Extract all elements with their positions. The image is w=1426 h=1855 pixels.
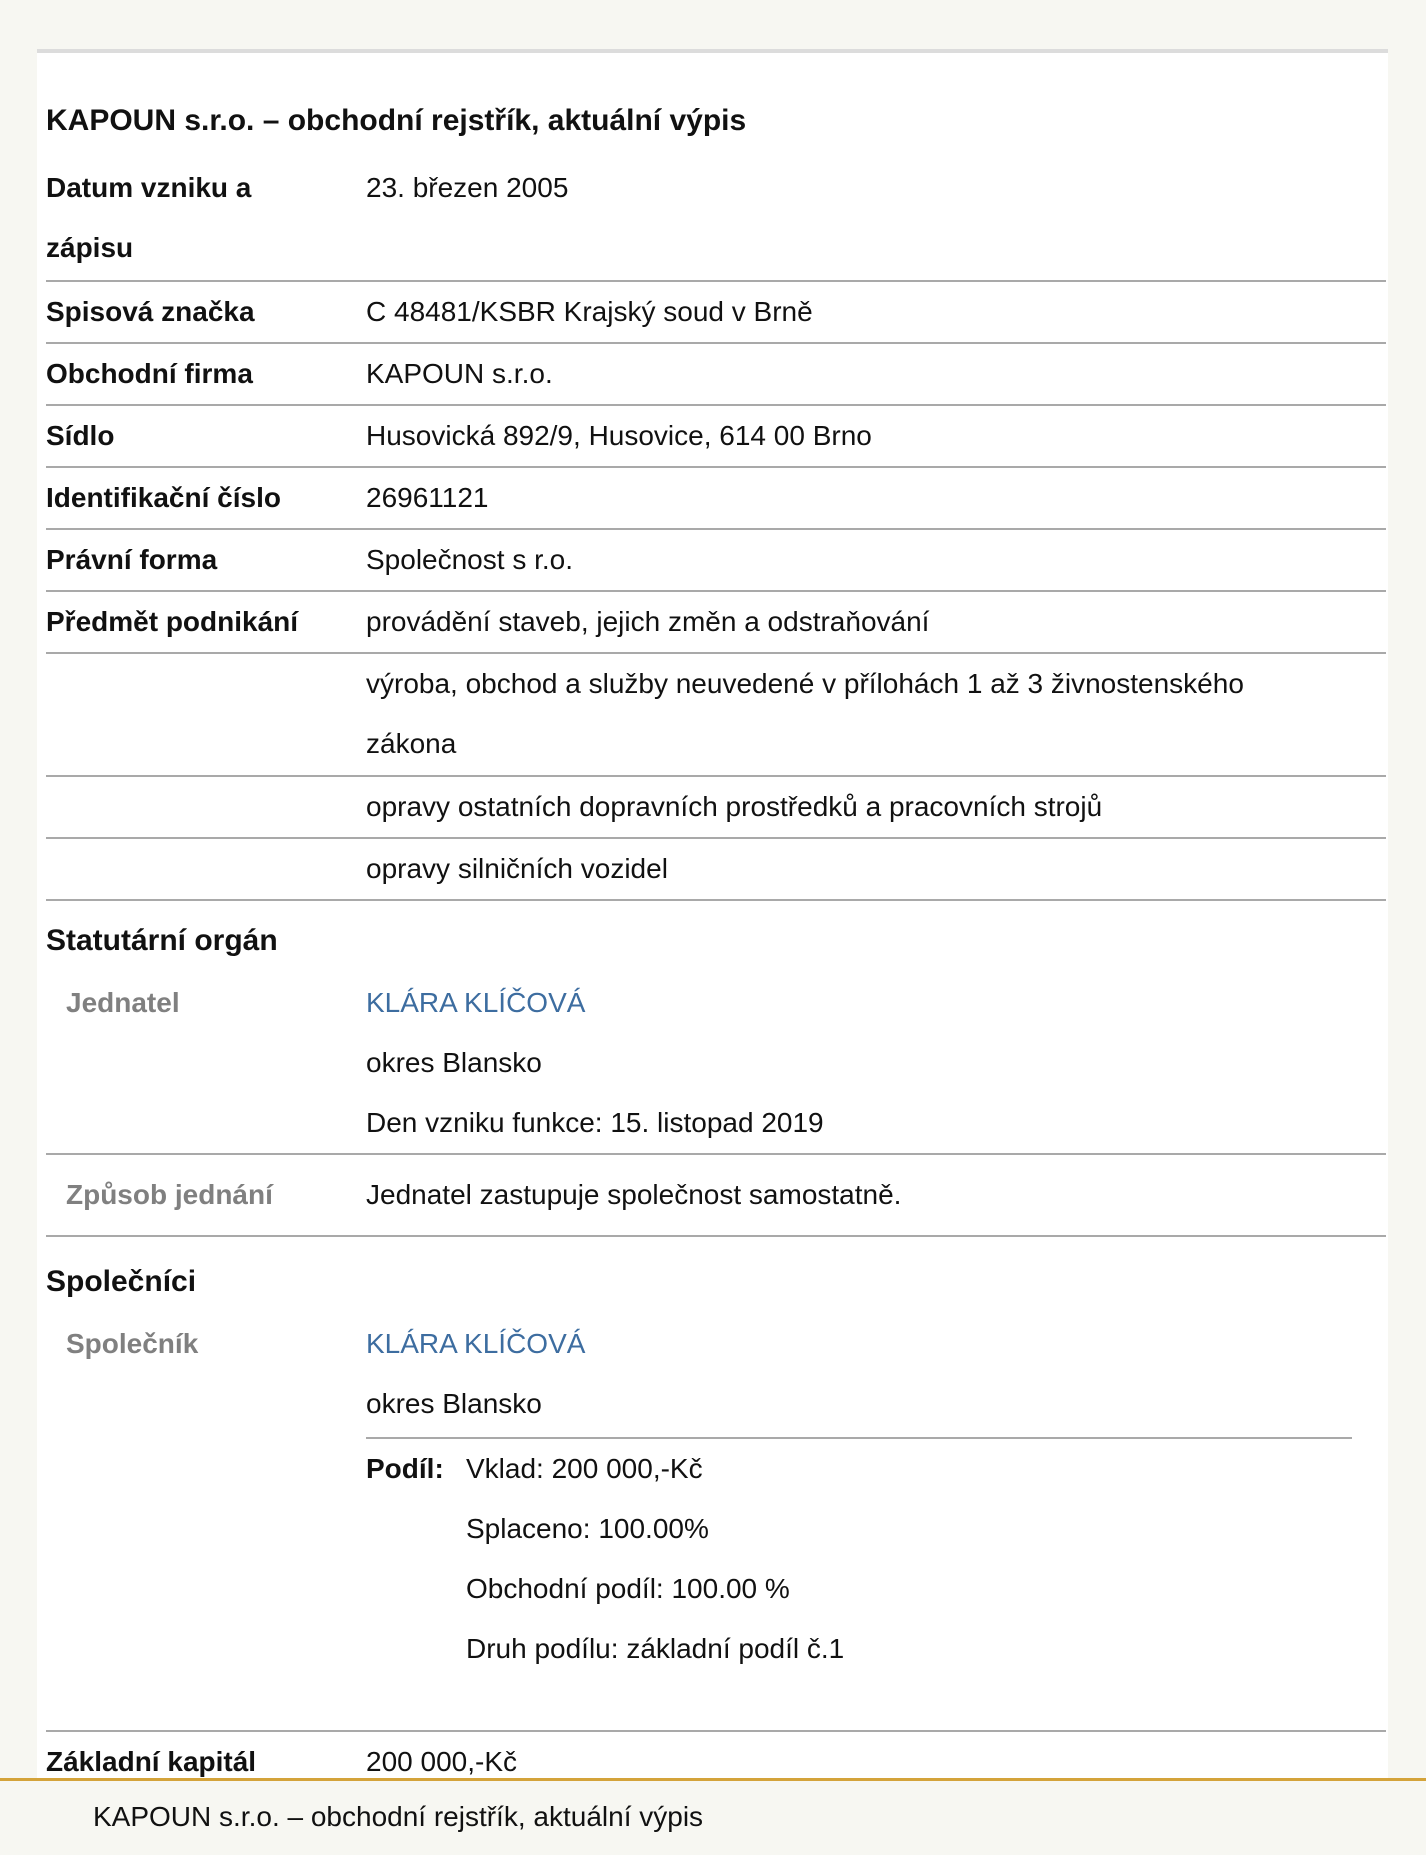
row-value: Jednatel zastupuje společnost samostatně. [366,1179,902,1210]
row-jednatel [46,973,1386,1155]
row-obchodni-firma [46,344,1386,406]
row-sidlo [46,406,1386,468]
row-value: 26961121 [366,482,489,513]
register-extract-panel [37,49,1388,1782]
row-label: Identifikační číslo [46,482,281,513]
row-label: Způsob jednání [66,1179,273,1210]
row-value: 23. březen 2005 [366,172,569,203]
row-label: Předmět podnikání [46,606,299,637]
row-predmet-podnikani [46,592,1386,654]
row-value: výroba, obchod a služby neuvedené v přílohách 1 až 3 živnostenského zákona [366,668,1244,759]
row-label: Základní kapitál [46,1746,257,1777]
row-spolecnik [46,1314,1386,1732]
row-value: Husovická 892/9, Husovice, 614 00 Brno [366,420,872,451]
row-datum-vzniku [46,158,1386,282]
person-link[interactable]: KLÁRA KLÍČOVÁ [366,1328,586,1359]
podil-label: Podíl: [366,1453,444,1484]
row-pravni-forma [46,530,1386,592]
row-label: Spisová značka [46,296,255,327]
row-value: KAPOUN s.r.o. [366,358,553,389]
row-value: KLÁRA KLÍČOVÁ okres Blansko Den vzniku funkce: 15. listopad 2019 [366,973,824,1153]
person-link[interactable]: KLÁRA KLÍČOVÁ [366,987,586,1018]
row-value: 200 000,-Kč [366,1746,517,1777]
row-label: Sídlo [46,420,115,451]
row-label: Obchodní firma [46,358,253,389]
row-zpusob-jednani [46,1155,1386,1237]
row-value: Společnost s r.o. [366,544,574,575]
section-heading-statutarni: Statutární orgán [46,924,278,957]
row-value: KLÁRA KLÍČOVÁ okres Blansko [366,1314,585,1434]
row-predmet-item [46,654,1386,777]
row-value: opravy silničních vozidel [366,853,668,884]
page-title: KAPOUN s.r.o. – obchodní rejstřík, aktuální výpis [46,104,747,137]
footer-title: KAPOUN s.r.o. – obchodní rejstřík, aktuální výpis [93,1801,704,1832]
row-predmet-item [46,839,1386,901]
row-spisova-znacka [46,282,1386,344]
row-label: Datum vzniku a zápisu [46,172,252,263]
row-predmet-item [46,777,1386,839]
section-heading-spolecnici: Společníci [46,1265,197,1298]
podil-values: Vklad: 200 000,-Kč Splaceno: 100.00% Obchodní podíl: 100.00 % Druh podílu: základní podíl č.1 [466,1453,845,1664]
row-value: opravy ostatních dopravních prostředků a pracovních strojů [366,791,1103,822]
row-value: provádění staveb, jejich změn a odstraňování [366,606,930,637]
row-value: C 48481/KSBR Krajský soud v Brně [366,296,813,327]
row-label: Jednatel [66,987,180,1018]
row-label: Společník [66,1328,199,1359]
row-identifikacni-cislo [46,468,1386,530]
row-label: Právní forma [46,544,218,575]
footer-bar [0,1778,1426,1855]
